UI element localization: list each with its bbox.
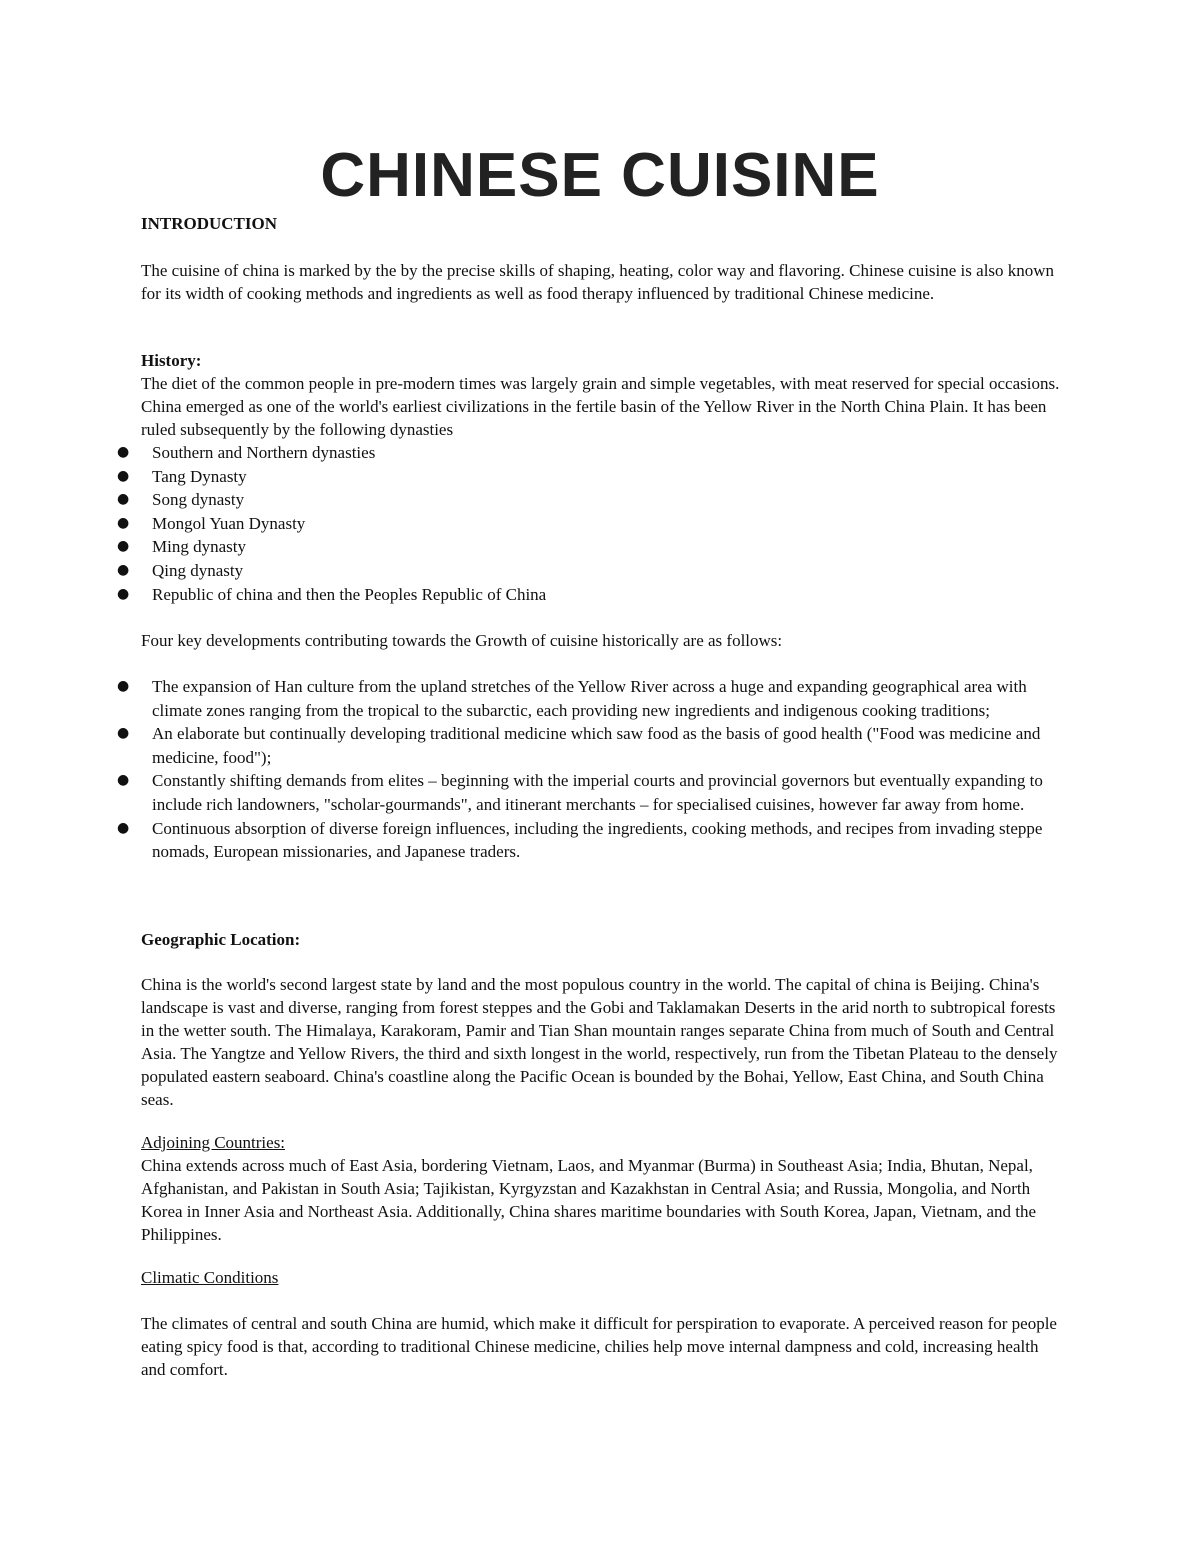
introduction-paragraph: The cuisine of china is marked by the by the precise skills of shaping, heating, color way and flavoring. Chinese cuisine is also known for its width of cooking methods and ingredients as well as food therapy influenced by traditional Chinese medicine. bbox=[141, 261, 1055, 303]
list-item: ● Republic of china and then the Peoples Republic of China bbox=[0, 583, 1057, 607]
geography-paragraph: China is the world's second largest state by land and the most populous country in the world. The capital of china is Beijing. China's landscape is vast and diverse, ranging from forest steppes and the Gobi and Taklamakan Deserts in the arid north to subtropical forests in the wetter south. The Himalaya, Karakoram, Pamir and Tian Shan mountain ranges separate China from much of South and Central Asia. The Yangtze and Yellow Rivers, the third and sixth longest in the world, respectively, run from the Tibetan Plateau to the densely populated eastern seaboard. China's coastline along the Pacific Ocean is bounded by the Bohai, Yellow, East China, and South China seas. bbox=[141, 975, 1058, 1109]
bullet-icon: ● bbox=[117, 819, 130, 836]
history-paragraph: The diet of the common people in pre-modern times was largely grain and simple vegetables, with meat reserved for special occasions. China emerged as one of the world's earliest civilizations in the fertile basin of the Yellow River in the North China Plain. It has been ruled subsequently by the following dynasties bbox=[141, 374, 1060, 439]
climatic-conditions-paragraph: The climates of central and south China are humid, which make it difficult for perspiration to evaporate. A perceived reason for people eating spicy food is that, according to traditional Chinese medicine, chilies help move internal dampness and cold, increasing health and comfort. bbox=[141, 1314, 1057, 1379]
climatic-conditions-heading: Climatic Conditions bbox=[141, 1268, 279, 1287]
bullet-icon: ● bbox=[117, 514, 130, 531]
list-item: ● An elaborate but continually developing traditional medicine which saw food as the basis of good health ("Food was medicine and medicine, food"); bbox=[117, 724, 1041, 767]
bullet-icon: ● bbox=[117, 678, 130, 694]
introduction-heading: INTRODUCTION bbox=[141, 214, 278, 233]
bullet-icon: ● bbox=[117, 538, 130, 555]
list-item: ● Continuous absorption of diverse foreign influences, including the ingredients, cooking methods, and recipes from invading steppe nomads, European missionaries, and Japanese traders. bbox=[117, 818, 1043, 862]
dynasty-list bbox=[0, 441, 1057, 606]
adjoining-countries-paragraph: China extends across much of East Asia, bordering Vietnam, Laos, and Myanmar (Burma) in Southeast Asia; India, Bhutan, Nepal, Afghanistan, and Pakistan in South Asia; Tajikistan, Kyrgyzstan and Kazakhstan in Central Asia; and Russia, Mongolia, and North Korea in Inner Asia and Northeast Asia. Additionally, China shares maritime boundaries with South Korea, Japan, Vietnam, and the Philippines. bbox=[141, 1156, 1037, 1244]
bullet-icon: ● bbox=[117, 467, 130, 484]
bullet-icon: ● bbox=[117, 725, 130, 742]
list-item: ● Southern and Northern dynasties bbox=[0, 441, 1057, 465]
developments-intro: Four key developments contributing towards the Growth of cuisine historically are as follows: bbox=[141, 631, 783, 650]
bullet-icon: ● bbox=[117, 585, 130, 602]
bullet-icon: ● bbox=[117, 772, 130, 789]
adjoining-countries-heading: Adjoining Countries: bbox=[141, 1133, 286, 1152]
list-item: ● Tang Dynasty bbox=[0, 465, 1057, 489]
list-item: ● Constantly shifting demands from elites – beginning with the imperial courts and provincial governors but eventually expanding to include rich landowners, "scholar-gourmands", and itinerant merchants – for specialised cuisines, however far away from home. bbox=[117, 771, 1043, 814]
list-item: ● Qing dynasty bbox=[0, 559, 1057, 583]
document-title: CHINESE CUISINE bbox=[320, 141, 880, 210]
list-item: ● Mongol Yuan Dynasty bbox=[0, 512, 1057, 536]
bullet-icon: ● bbox=[117, 444, 130, 460]
bullet-icon: ● bbox=[117, 491, 130, 508]
geography-heading: Geographic Location: bbox=[141, 930, 301, 949]
list-item: ● Ming dynasty bbox=[0, 535, 1057, 559]
list-item: ● The expansion of Han culture from the upland stretches of the Yellow River across a huge and expanding geographical area with climate zones ranging from the tropical to the subarctic, each providing new ingredients and indigenous cooking traditions; bbox=[117, 677, 1027, 720]
history-heading: History: bbox=[141, 351, 202, 370]
list-item: ● Song dynasty bbox=[0, 488, 1057, 512]
developments-list bbox=[0, 675, 1057, 864]
bullet-icon: ● bbox=[117, 561, 130, 578]
